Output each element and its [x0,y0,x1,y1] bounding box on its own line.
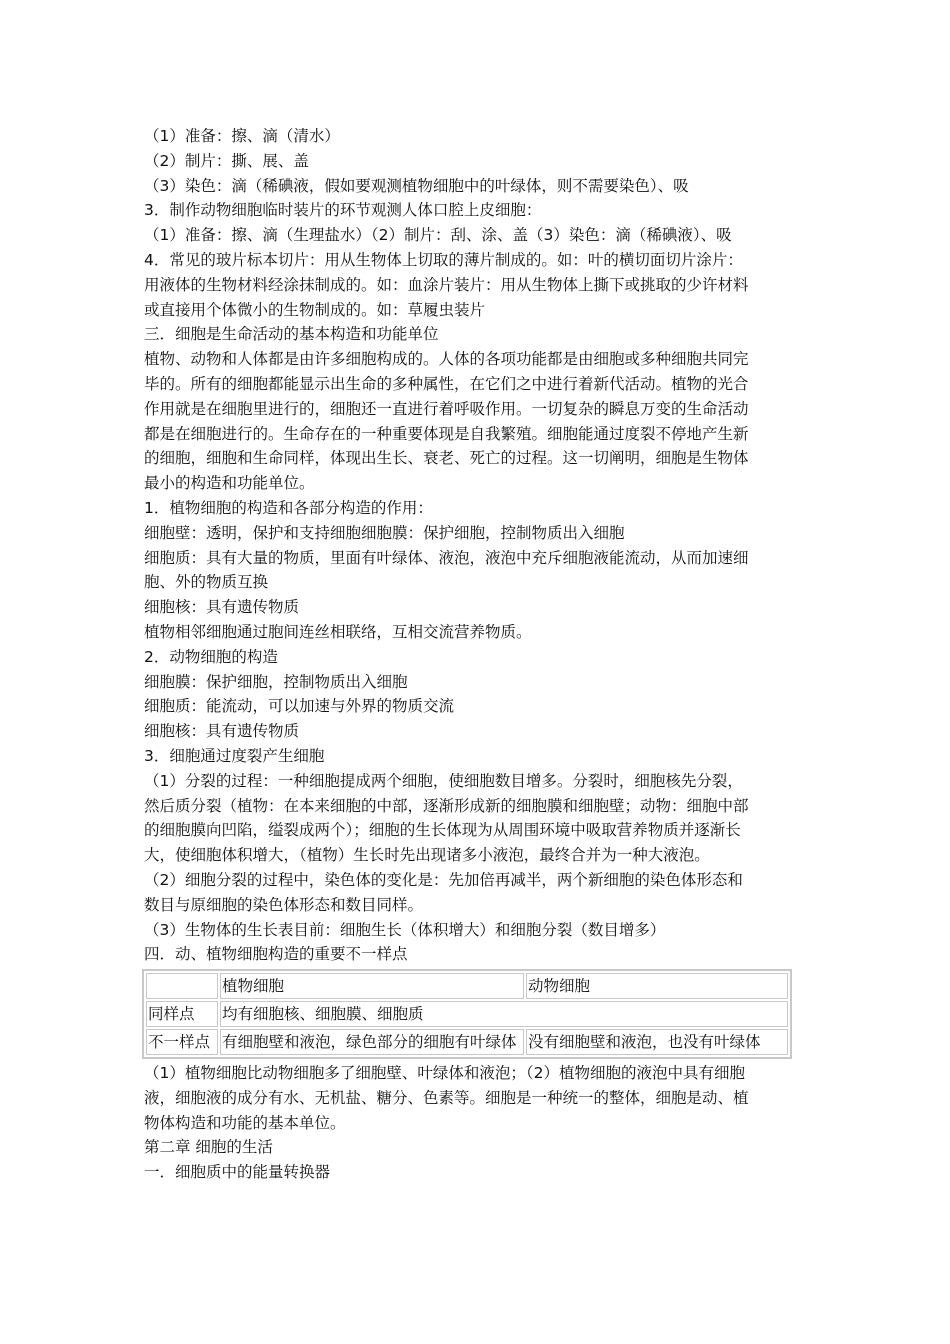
text-line: 植物相邻细胞通过胞间连丝相联络，互相交流营养物质。 [144,622,532,641]
table-header-row [146,973,788,999]
table-cell: 同样点 [146,1001,218,1027]
text-line: 细胞膜：保护细胞，控制物质出入细胞 [144,672,408,691]
text-line: 毕的。所有的细胞都能显示出生命的多种属性，在它们之中进行着新代活动。植物的光合 [144,374,749,393]
text-line: （3）染色：滴（稀碘液，假如要观测植物细胞中的叶绿体，则不需要染色）、吸 [144,176,689,195]
table-header-cell: 动物细胞 [526,973,788,999]
text-line: 2．动物细胞的构造 [144,647,278,666]
text-line: 3．制作动物细胞临时装片的环节观测人体口腔上皮细胞： [144,201,542,220]
text-line: 用液体的生物材料经涂抹制成的。如：血涂片装片：用从生物体上撕下或挑取的少许材料 [144,275,749,294]
table-cell: 不一样点 [146,1029,218,1055]
text-line: 细胞壁：透明，保护和支持细胞细胞膜：保护细胞，控制物质出入细胞 [144,523,625,542]
text-line: （1）分裂的过程：一种细胞提成两个细胞，使细胞数目增多。分裂时，细胞核先分裂， [144,771,743,790]
table-cell: 有细胞壁和液泡，绿色部分的细胞有叶绿体 [220,1029,524,1055]
table-row [146,1029,788,1055]
text-line: 细胞质：具有大量的物质，里面有叶绿体、液泡，液泡中充斥细胞液能流动，从而加速细 [144,548,749,567]
text-line: 细胞质：能流动，可以加速与外界的物质交流 [144,697,455,716]
section-heading: 一．细胞质中的能量转换器 [144,1163,331,1182]
text-line: 细胞核：具有遗传物质 [144,598,300,617]
text-line: 1．植物细胞的构造和各部分构造的作用： [144,498,433,517]
text-line: 液，细胞液的成分有水、无机盐、糖分、色素等。细胞是一种统一的整体，细胞是动、植 [144,1088,749,1107]
text-line: 物体构造和功能的基本单位。 [144,1113,346,1132]
text-line: 数目与原细胞的染色体形态和数目同样。 [144,895,424,914]
text-line: 4．常见的玻片标本切片：用从生物体上切取的薄片制成的。如：叶的横切面切片涂片： [144,250,743,269]
text-line: （2）制片：撕、展、盖 [144,151,309,170]
document-body [144,124,810,1185]
text-line: 都是在细胞进行的。生命存在的一种重要体现是自我繁殖。细胞能通过度裂不停地产生新 [144,424,749,443]
text-line: 细胞核：具有遗传物质 [144,722,300,741]
text-line: （1）植物细胞比动物细胞多了细胞壁、叶绿体和液泡；（2）植物细胞的液泡中具有细胞 [144,1064,745,1083]
text-line: （1）准备：擦、滴（清水） [144,127,340,145]
text-line: 最小的构造和功能单位。 [144,474,315,493]
text-line: （1）准备：擦、滴（生理盐水）（2）制片：刮、涂、盖（3）染色：滴（稀碘液）、吸 [144,226,732,245]
text-line: 作用就是在细胞里进行的，细胞还一直进行着呼吸作用。一切复杂的瞬息万变的生命活动 [144,399,749,418]
text-line: （3）生物体的生长表目前：细胞生长（体积增大）和细胞分裂（数目增多） [144,920,666,939]
section-heading: 三．细胞是生命活动的基本构造和功能单位 [144,325,439,344]
table-row [146,1001,788,1027]
table-header-cell [146,973,218,999]
text-line: 的细胞，细胞和生命同样，体现出生长、衰老、死亡的过程。这一切阐明，细胞是生物体 [144,449,749,468]
text-line: 然后质分裂（植物：在本来细胞的中部，逐渐形成新的细胞膜和细胞壁；动物：细胞中部 [144,796,749,815]
chapter-heading: 第二章 细胞的生活 [144,1138,273,1157]
table-header-cell: 植物细胞 [220,973,524,999]
text-line: （2）细胞分裂的过程中，染色体的变化是：先加倍再减半，两个新细胞的染色体形态和 [144,870,743,889]
table-cell: 均有细胞核、细胞膜、细胞质 [220,1001,788,1027]
text-line: 3．细胞通过度裂产生细胞 [144,746,325,765]
section-heading: 四．动、植物细胞构造的重要不一样点 [144,945,408,964]
text-line: 的细胞膜向凹陷，缢裂成两个）；细胞的生长体现为从周围环境中吸取营养物质并逐渐长 [144,821,741,840]
text-line: 胞、外的物质互换 [144,573,269,592]
text-line: 植物、动物和人体都是由许多细胞构成的。人体的各项功能都是由细胞或多种细胞共同完 [144,350,749,369]
text-line: 大，使细胞体积增大，（植物）生长时先出现诸多小液泡，最终合并为一种大液泡。 [144,846,710,865]
text-line: 或直接用个体微小的生物制成的。如：草履虫装片 [144,300,486,319]
table-cell: 没有细胞壁和液泡，也没有叶绿体 [526,1029,788,1055]
comparison-table [142,969,792,1059]
